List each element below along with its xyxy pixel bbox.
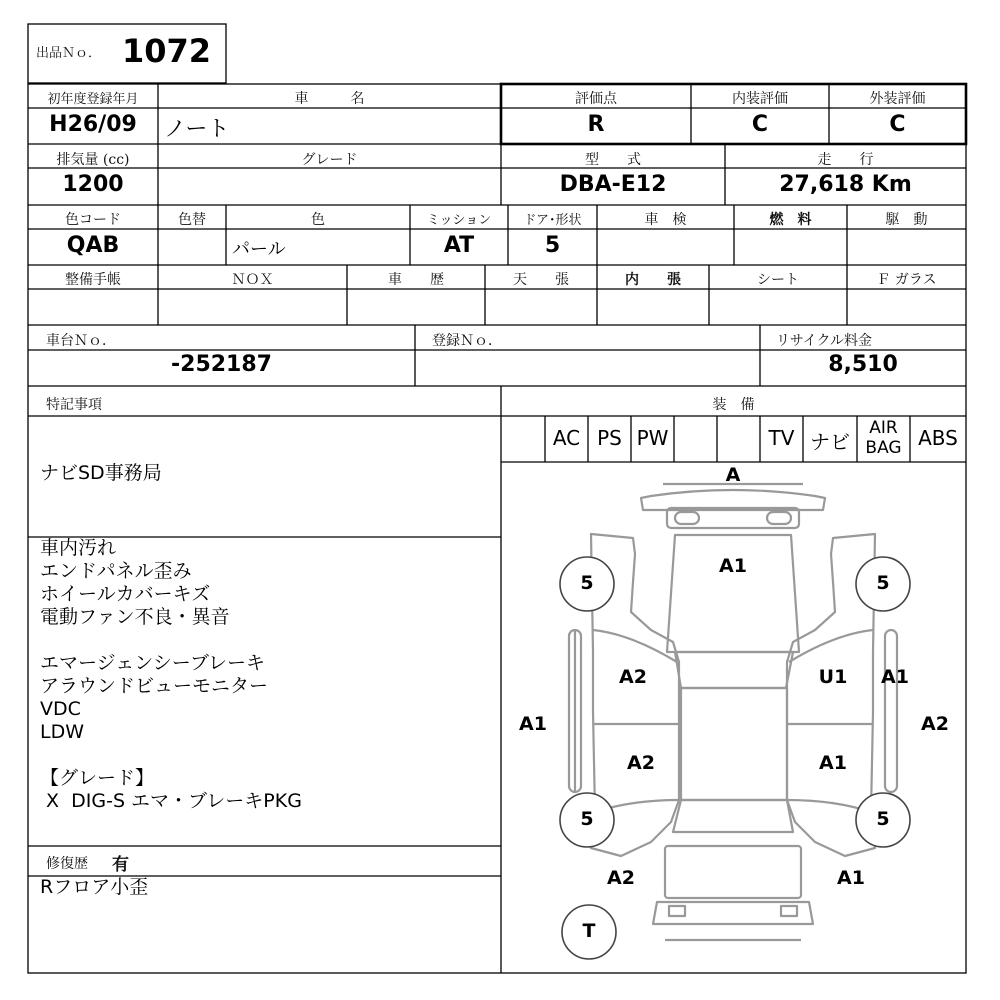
first-registration-value: H26/09	[49, 112, 137, 137]
grade-label: グレード	[301, 152, 358, 168]
damage-hood: A1	[719, 555, 747, 577]
color-change-label: 色替	[178, 212, 206, 228]
equipment-label: 装 備	[712, 397, 755, 413]
vehicle-history-label: 車 歴	[388, 272, 444, 288]
equipment-pw: PW	[636, 426, 669, 450]
damage-left-rear: A2	[607, 867, 635, 889]
repair-note: Rフロア小歪	[40, 876, 149, 898]
damage-left-front-fender: A2	[619, 666, 647, 688]
notes-details: 車内汚れ エンドパネル歪み ホイールカバーキズ 電動ファン不良・異音 エマージェンシーブレーキ アラウンドビューモニター VDC LDW 【グレード】 X DIG-S エマ・ブレーキPKG	[40, 537, 302, 812]
damage-right-rear: A1	[837, 867, 865, 889]
lot-number: 1072	[122, 32, 212, 70]
lot-number-label: 出品Ｎｏ．	[36, 46, 102, 61]
door-label: ドア･形状	[523, 213, 582, 228]
color-code-value: QAB	[66, 233, 120, 258]
fuel-label: 燃 料	[769, 212, 812, 228]
right-side-sill	[885, 630, 897, 792]
model-value: DBA-E12	[559, 172, 667, 197]
registration-number-label: 登録Ｎｏ．	[432, 333, 502, 349]
displacement-label: 排気量 (cc)	[56, 152, 130, 168]
damage-front: A	[725, 464, 741, 486]
notes-first-line: ナビSD事務局	[40, 462, 162, 484]
chassis-number-value: -252187	[171, 352, 272, 377]
damage-right-side: A2	[921, 713, 949, 735]
roof-lining-label: 天 張	[513, 272, 569, 288]
mileage-label: 走 行	[817, 152, 874, 168]
repair-history-label: 修復歴	[46, 856, 88, 872]
drive-label: 駆 動	[885, 212, 928, 228]
door-value: 5	[544, 233, 561, 258]
damage-right-upper: A1	[881, 666, 909, 688]
front-glass-label: Ｆ ガラス	[876, 272, 937, 288]
damage-left-side: A1	[519, 713, 547, 735]
service-record-label: 整備手帳	[65, 272, 121, 288]
seat-label: シート	[757, 272, 799, 288]
exterior-grade-value: C	[889, 112, 906, 137]
chassis-number-label: 車台Ｎｏ．	[46, 333, 116, 349]
mission-value: AT	[443, 233, 475, 258]
car-name-value: ノート	[164, 117, 230, 142]
recycle-fee-value: 8,510	[828, 352, 898, 377]
displacement-value: 1200	[62, 172, 124, 197]
tire-rear-right-label: 5	[876, 808, 890, 830]
damage-right-front-fender: U1	[818, 666, 848, 688]
mission-label: ミッション	[426, 213, 492, 228]
tire-front-right-label: 5	[876, 572, 890, 594]
equipment-airbag: AIR BAG	[865, 418, 902, 458]
interior-lining-label: 内 張	[625, 272, 681, 288]
color-code-label: 色コード	[65, 212, 121, 228]
damage-left-rear-door: A2	[627, 752, 655, 774]
interior-grade-value: C	[751, 112, 769, 137]
equipment-tv: TV	[768, 426, 795, 450]
spare-tire-label: T	[582, 920, 596, 942]
interior-grade-label: 内装評価	[732, 91, 788, 107]
exterior-grade-label: 外装評価	[869, 91, 926, 107]
model-label: 型 式	[585, 152, 641, 168]
equipment-ac: AC	[552, 426, 581, 450]
score-value: R	[587, 112, 605, 137]
equipment-abs: ABS	[918, 426, 958, 450]
inspection-label: 車 検	[644, 212, 687, 228]
rear-window	[673, 800, 793, 832]
color-value: パール	[232, 239, 286, 260]
tire-rear-left-label: 5	[580, 808, 594, 830]
recycle-fee-label: リサイクル料金	[776, 333, 873, 349]
color-label: 色	[311, 212, 325, 228]
nox-label: ＮＯＸ	[231, 272, 274, 288]
notes-label: 特記事項	[46, 397, 102, 413]
hood-outline	[667, 535, 799, 652]
car-damage-diagram	[501, 462, 966, 973]
mileage-value: 27,618 Km	[779, 172, 912, 197]
equipment-ps: PS	[597, 426, 622, 450]
rear-hatch	[665, 846, 801, 898]
equipment-navi: ナビ	[810, 430, 850, 454]
roof	[681, 688, 787, 800]
windshield	[675, 652, 793, 688]
score-label: 評価点	[575, 91, 617, 107]
first-registration-label: 初年度登録年月	[47, 92, 139, 107]
repair-history-value: 有	[112, 855, 129, 875]
car-name-label: 車 名	[294, 91, 365, 107]
damage-right-rear-door: A1	[819, 752, 847, 774]
tire-front-left-label: 5	[580, 572, 594, 594]
